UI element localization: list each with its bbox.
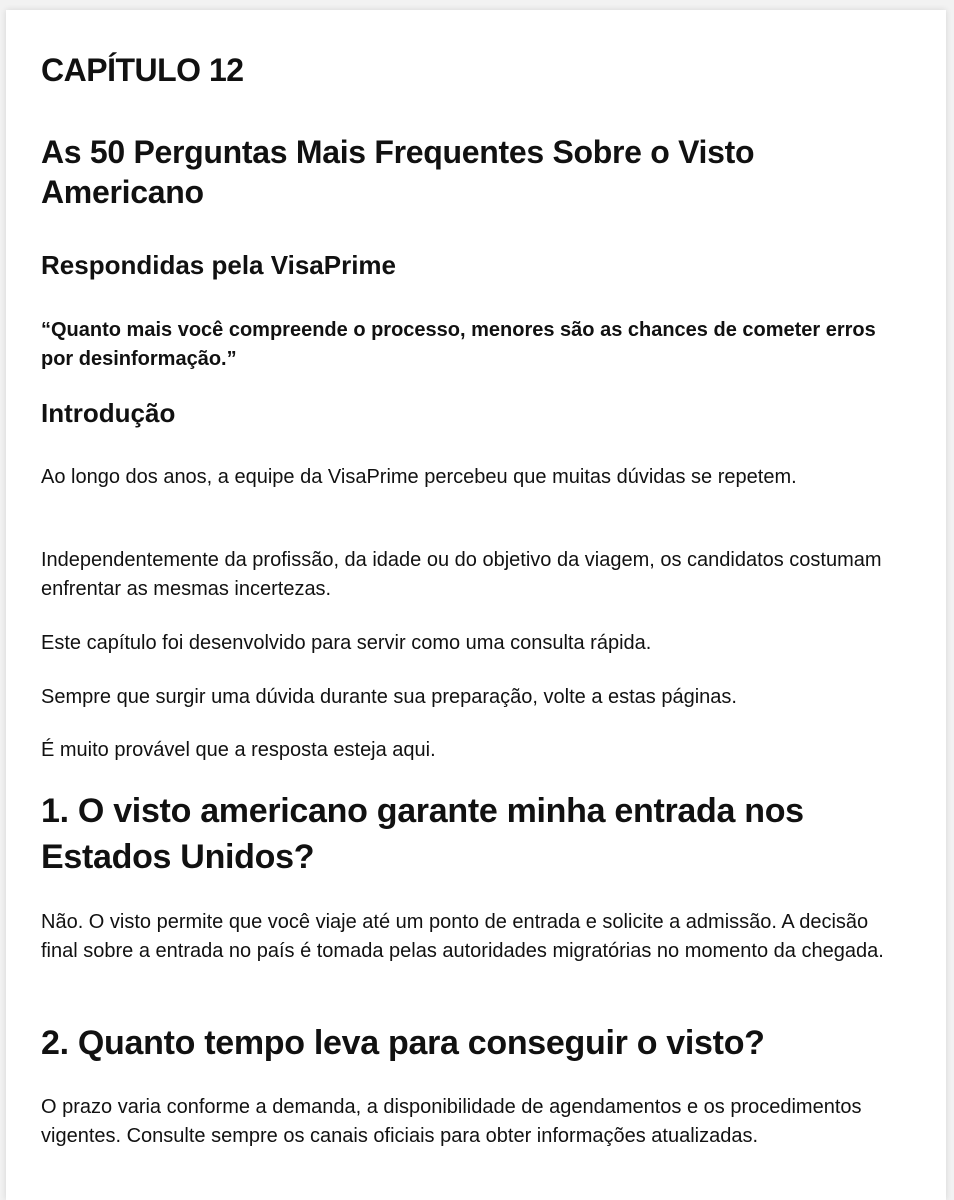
intro-paragraph: Independentemente da profissão, da idade ou do objetivo da viagem, os candidatos costumam enfrentar as mesmas incertezas. <box>41 549 882 600</box>
intro-paragraph: É muito provável que a resposta esteja aqui. <box>41 739 436 761</box>
epigraph-quote: “Quanto mais você compreende o processo, menores são as chances de cometer erros por desinformação.” <box>41 319 876 370</box>
intro-paragraph: Este capítulo foi desenvolvido para servir como uma consulta rápida. <box>41 632 652 654</box>
chapter-title: As 50 Perguntas Mais Frequentes Sobre o Visto Americano <box>41 134 755 210</box>
intro-paragraph: Ao longo dos anos, a equipe da VisaPrime percebeu que muitas dúvidas se repetem. <box>41 466 797 488</box>
answer-paragraph-2: O prazo varia conforme a demanda, a disponibilidade de agendamentos e os procedimentos vigentes. Consulte sempre os canais oficiais para obter informações atualizadas. <box>41 1096 862 1147</box>
document-page <box>6 10 946 1200</box>
answer-paragraph-1: Não. O visto permite que você viaje até um ponto de entrada e solicite a admissão. A decisão final sobre a entrada no país é tomada pelas autoridades migratórias no momento da chegada. <box>41 911 884 962</box>
intro-paragraph: Sempre que surgir uma dúvida durante sua preparação, volte a estas páginas. <box>41 686 737 708</box>
question-heading-1: 1. O visto americano garante minha entrada nos Estados Unidos? <box>41 792 804 876</box>
chapter-subtitle: Respondidas pela VisaPrime <box>41 250 396 280</box>
chapter-label: CAPÍTULO 12 <box>41 52 244 88</box>
question-heading-2: 2. Quanto tempo leva para conseguir o visto? <box>41 1024 765 1062</box>
intro-heading: Introdução <box>41 398 176 428</box>
